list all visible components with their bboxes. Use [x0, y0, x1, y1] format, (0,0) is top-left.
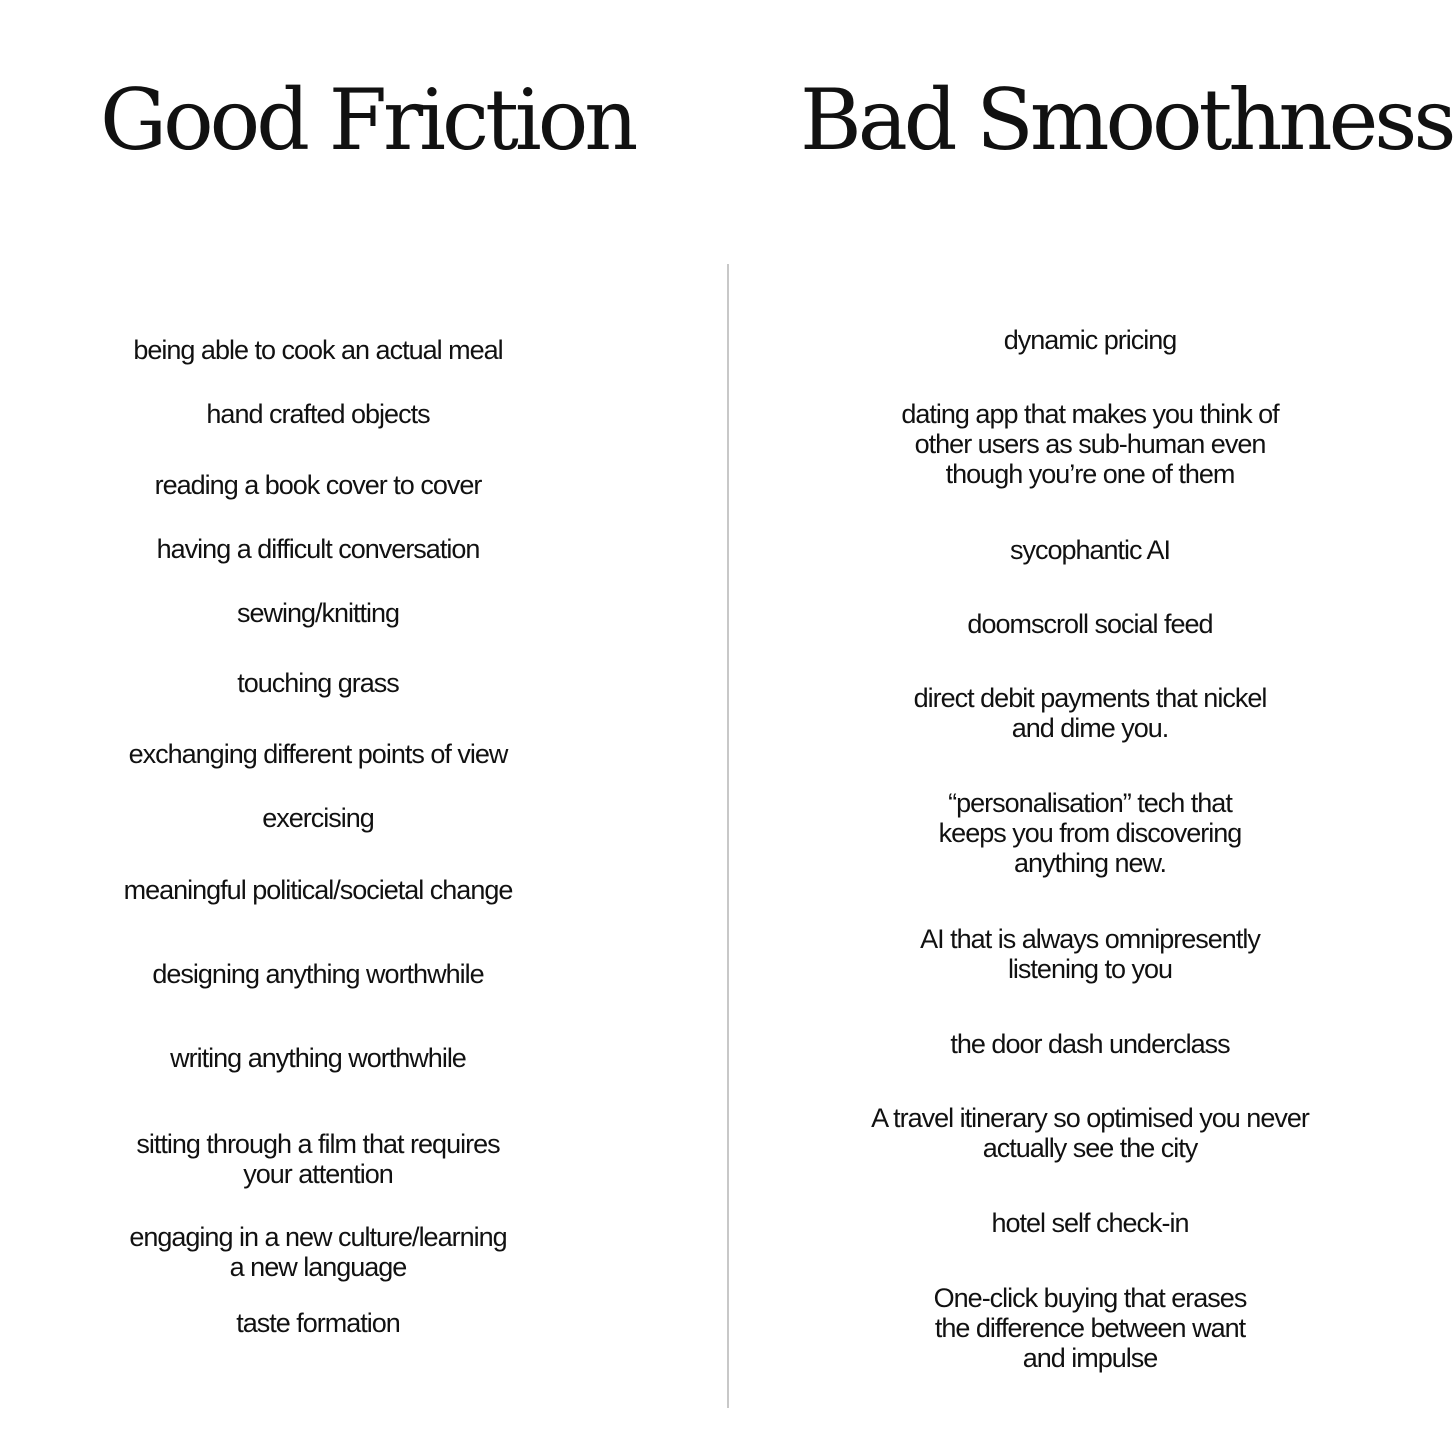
- bad-smoothness-title: Bad Smoothness: [800, 71, 1453, 169]
- column-divider: [727, 264, 729, 1408]
- list-item: “personalisation” tech that keeps you from discovering anything new.: [938, 788, 1242, 878]
- list-item: reading a book cover to cover: [154, 470, 482, 500]
- list-item: exercising: [262, 803, 374, 833]
- list-item: the door dash underclass: [950, 1029, 1230, 1059]
- list-item: having a difficult conversation: [156, 534, 480, 564]
- list-item: hand crafted objects: [206, 399, 430, 429]
- list-item: meaningful political/societal change: [123, 875, 513, 905]
- list-item: dating app that makes you think of other users as sub-human even though you’re one of them: [901, 399, 1279, 489]
- list-item: being able to cook an actual meal: [133, 335, 503, 365]
- list-item: sitting through a film that requires your attention: [136, 1129, 500, 1189]
- list-item: hotel self check-in: [991, 1208, 1189, 1238]
- list-item: direct debit payments that nickel and dime you.: [913, 683, 1267, 743]
- list-item: designing anything worthwhile: [152, 959, 484, 989]
- list-item: doomscroll social feed: [967, 609, 1213, 639]
- list-item: sycophantic AI: [1009, 535, 1171, 565]
- list-item: One-click buying that erases the difference between want and impulse: [933, 1283, 1247, 1373]
- list-item: writing anything worthwhile: [170, 1043, 466, 1073]
- list-item: AI that is always omnipresently listening to you: [920, 924, 1260, 984]
- list-item: exchanging different points of view: [128, 739, 508, 769]
- good-friction-title: Good Friction: [100, 71, 635, 169]
- list-item: dynamic pricing: [1003, 325, 1177, 355]
- list-item: A travel itinerary so optimised you never actually see the city: [871, 1103, 1309, 1163]
- list-item: taste formation: [236, 1308, 400, 1338]
- list-item: touching grass: [237, 668, 399, 698]
- list-item: engaging in a new culture/learning a new language: [129, 1222, 507, 1282]
- list-item: sewing/knitting: [236, 598, 400, 628]
